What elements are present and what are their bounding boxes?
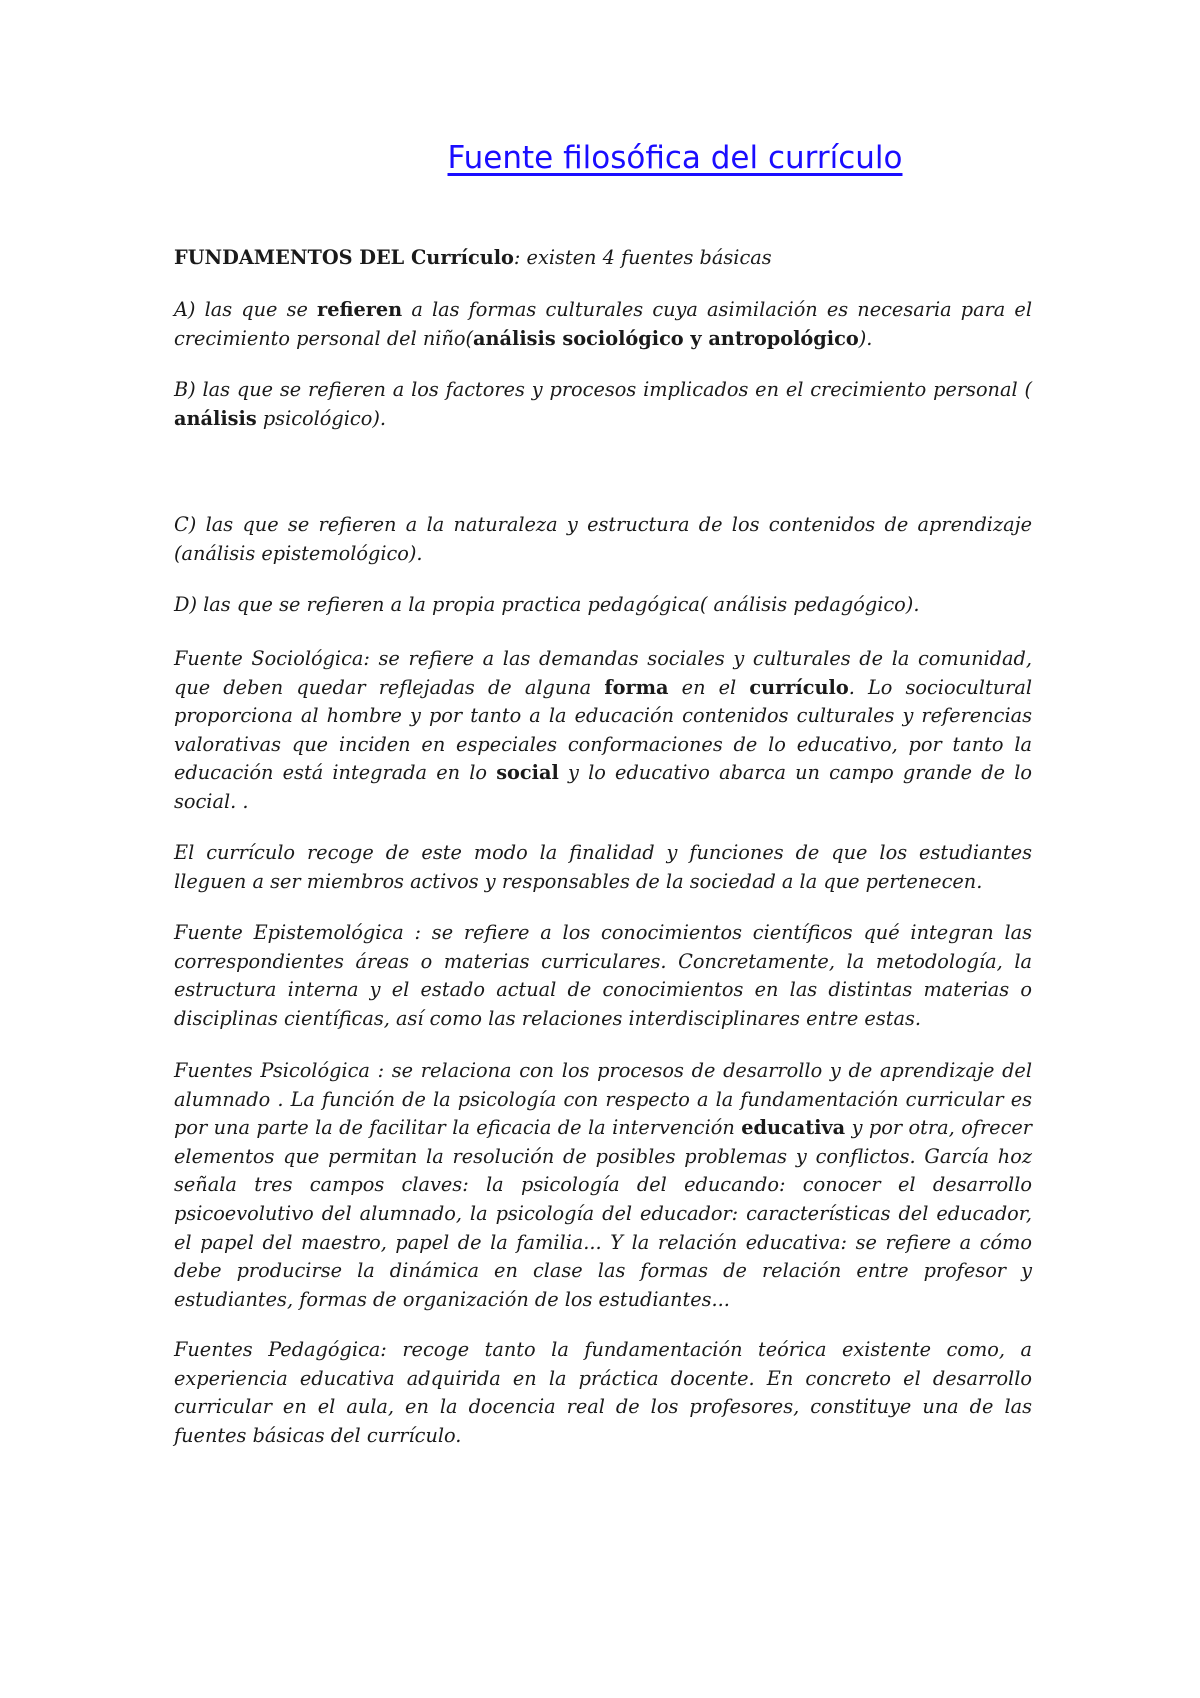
item-a-text-1: A) las que se (174, 298, 318, 321)
sociologica-text-3: . Lo sociocultural proporciona al hombre y por tanto a la educación contenidos culturales y referencias valorativas que inciden en especiales conformaciones de lo educativo, por tanto la educación está integrada en lo (174, 675, 1032, 785)
item-a-bold-1: refieren (317, 298, 403, 321)
sociologica-bold-3: social (496, 761, 559, 785)
sociologica-bold-2: currículo (749, 675, 849, 699)
psicologica-bold-1: educativa (741, 1116, 846, 1140)
psicologica-text-2: y por otra, ofrecer elementos que permitan la resolución de posibles problemas y conflictos. García hoz señala tres campos claves: la psicología del educando: conocer el desarrollo psicoevolutivo del alumnado, la psicología del educador: características del educador, el papel del maestro, papel de la familia... Y la relación educativa: se refiere a cómo debe producirse la dinámica en clase las formas de relación entre profesor y estudiantes, formas de organización de los estudiantes... (174, 1116, 1032, 1311)
sociologica-text-2: en el (668, 675, 750, 699)
sociologica-paragraph (174, 645, 1032, 817)
item-a-bold-2: análisis sociológico (473, 326, 684, 350)
intro-heading-a: FUNDAMENTOS DEL (174, 246, 411, 269)
page-title[interactable]: Fuente filosófica del currículo (447, 140, 903, 176)
item-a-bold-3: antropológico (708, 326, 859, 350)
item-a-text-2: a las formas culturales cuya asimilación es necesaria para el crecimiento personal del niño( (174, 298, 1033, 350)
psicologica-paragraph (174, 1057, 1032, 1314)
item-b-text-1: B) las que se refieren a los factores y procesos implicados en el crecimiento personal ( (174, 378, 1032, 401)
sociologica-bold-1: forma (604, 675, 669, 699)
intro-heading-b: Currículo (410, 246, 514, 269)
intro-paragraph (174, 244, 1032, 273)
item-a-text-4: ). (858, 326, 873, 350)
item-a-paragraph (174, 296, 1032, 353)
epistemologica-paragraph: Fuente Epistemológica : se refiere a los conocimientos científicos qué integran las correspondientes áreas o materias curriculares. Concretamente, la metodología, la estructura interna y el estado actual de conocimientos en las distintas materias o disciplinas científicas, así como las relaciones interdisciplinares entre estas. (174, 921, 1032, 1030)
pedagogica-paragraph: Fuentes Pedagógica: recoge tanto la fundamentación teórica existente como, a experiencia educativa adquirida en la práctica docente. En concreto el desarrollo curricular en el aula, en la docencia real de los profesores, constituye una de las fuentes básicas del currículo. (174, 1338, 1032, 1447)
item-d-paragraph: D) las que se refieren a la propia practica pedagógica( análisis pedagógico). (174, 593, 920, 616)
item-b-bold-1: análisis (174, 406, 257, 430)
item-b-text-2: psicológico). (256, 406, 386, 430)
item-b-paragraph (174, 376, 1032, 433)
item-a-text-3: y (683, 326, 709, 350)
sociologica-text-1: Fuente Sociológica: se refiere a las demandas sociales y culturales de la comunidad, que deben quedar reflejadas de alguna (174, 647, 1032, 699)
intro-rest: : existen 4 fuentes básicas (513, 246, 772, 269)
sociologica-text-4: y lo educativo abarca un campo grande de lo social. . (174, 761, 1033, 813)
curriculo-paragraph: El currículo recoge de este modo la finalidad y funciones de que los estudiantes lleguen a ser miembros activos y responsables de la sociedad a la que pertenecen. (174, 841, 1032, 893)
item-c-paragraph: C) las que se refieren a la naturaleza y estructura de los contenidos de aprendizaje (análisis epistemológico). (174, 513, 1032, 565)
psicologica-text-1: Fuentes Psicológica : se relaciona con los procesos de desarrollo y de aprendizaje del alumnado . La función de la psicología con respecto a la fundamentación curricular es por una parte la de facilitar la eficacia de la intervención (174, 1059, 1032, 1140)
